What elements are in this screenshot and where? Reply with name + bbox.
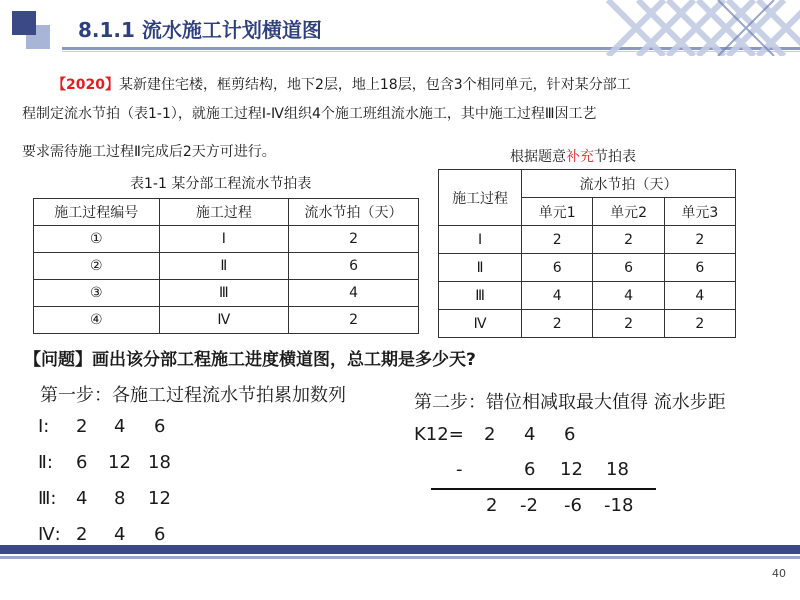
footer-line [0, 556, 800, 559]
table-cell: Ⅳ [159, 307, 289, 334]
step2-value: 6 [564, 424, 576, 445]
step2-k-label: K12= [414, 424, 464, 445]
problem-year-tag: 【2020】 [52, 77, 119, 93]
table-row [34, 226, 419, 253]
step2-result: -18 [604, 495, 634, 516]
step1-value: 6 [154, 416, 166, 437]
table-cell: 2 [522, 310, 593, 338]
table2-header-process: 施工过程 [439, 170, 522, 226]
problem-text-1: 某新建住宅楼，框剪结构，地下2层，地上18层，包含3个相同单元，针对某分部工 [118, 77, 631, 93]
table-cell: 2 [289, 307, 419, 334]
step1-value: 2 [76, 524, 88, 545]
table-cell: 6 [664, 254, 735, 282]
table1-header-cell: 施工过程 [159, 199, 289, 226]
table-cell: 2 [664, 226, 735, 254]
problem-line-2: 程制定流水节拍（表1-1），就施工过程Ⅰ-Ⅳ组织4个施工班组流水施工，其中施工过程Ⅲ因工艺 [22, 106, 597, 122]
table-row [439, 282, 736, 310]
step1-value: 12 [148, 488, 171, 509]
step2-value: 4 [524, 424, 536, 445]
step1-value: 2 [76, 416, 88, 437]
problem-line-3: 要求需待施工过程Ⅱ完成后2天方可进行。 [22, 144, 276, 160]
table-cell: 4 [593, 282, 664, 310]
step1-value: 18 [148, 452, 171, 473]
table-cell: Ⅱ [159, 253, 289, 280]
table-row [34, 253, 419, 280]
table-cell: Ⅲ [439, 282, 522, 310]
table-cell: Ⅱ [439, 254, 522, 282]
step2-value: 2 [484, 424, 496, 445]
table1-caption: 表1-1 某分部工程流水节拍表 [130, 176, 312, 192]
step2-row-2 [414, 459, 694, 483]
table2-unit-header: 单元1 [522, 198, 593, 226]
footer-bar [0, 545, 800, 554]
table2-header-group: 流水节拍（天） [522, 170, 736, 198]
step2-result-row [414, 495, 694, 519]
table2-caption-part: 根据题意 [510, 149, 566, 165]
step1-value: 4 [76, 488, 88, 509]
step2-result: -6 [564, 495, 582, 516]
step1-title: 第一步：各施工过程流水节拍累加数列 [40, 385, 346, 406]
table2-caption-highlight: 补充 [566, 149, 594, 165]
step2-result: -2 [520, 495, 538, 516]
table-cell: Ⅰ [439, 226, 522, 254]
table1-flow-beat [33, 198, 419, 334]
table-cell: 2 [593, 226, 664, 254]
question-text: 【问题】画出该分部工程施工进度横道图，总工期是多少天? [24, 350, 476, 370]
step1-row-label: Ⅱ: [38, 452, 53, 473]
step2-title: 第二步：错位相减取最大值得 流水步距 [414, 392, 726, 413]
table-row [34, 280, 419, 307]
table1-header-cell: 施工过程编号 [34, 199, 160, 226]
table-row [439, 254, 736, 282]
table-cell: 2 [664, 310, 735, 338]
table1-header-row [34, 199, 419, 226]
table-cell: ② [34, 253, 160, 280]
table-cell: 4 [289, 280, 419, 307]
step2-value: 12 [560, 459, 583, 480]
step1-value: 8 [114, 488, 126, 509]
table2-caption-part: 节拍表 [594, 149, 636, 165]
table1-header-cell: 流水节拍（天） [289, 199, 419, 226]
table-cell: 6 [593, 254, 664, 282]
step2-row-1 [414, 424, 694, 448]
table-cell: Ⅰ [159, 226, 289, 253]
step2-value: 18 [606, 459, 629, 480]
table2-unit-header: 单元3 [664, 198, 735, 226]
step2-value: 6 [524, 459, 536, 480]
table2-unit-header: 单元2 [593, 198, 664, 226]
table-cell: Ⅲ [159, 280, 289, 307]
table2-header-row [439, 170, 736, 198]
step1-row-label: Ⅰ: [38, 416, 50, 437]
table-cell: ④ [34, 307, 160, 334]
step1-value: 4 [114, 416, 126, 437]
page-title: 8.1.1 流水施工计划横道图 [78, 18, 322, 42]
step2-result: 2 [486, 495, 498, 516]
table2-caption [510, 146, 636, 166]
step1-value: 6 [154, 524, 166, 545]
subtraction-rule [431, 488, 656, 490]
table-row [439, 310, 736, 338]
table-cell: 6 [289, 253, 419, 280]
problem-line-1 [22, 76, 782, 94]
header-lattice-decoration [598, 0, 800, 56]
table-row [34, 307, 419, 334]
table2-supplemented-beat [438, 169, 736, 338]
step2-minus-sign: - [456, 459, 463, 480]
table-cell: ③ [34, 280, 160, 307]
table-cell: 2 [593, 310, 664, 338]
table-cell: ① [34, 226, 160, 253]
step1-value: 6 [76, 452, 88, 473]
table-cell: 4 [664, 282, 735, 310]
table-cell: Ⅳ [439, 310, 522, 338]
page-number: 40 [772, 567, 786, 580]
step1-row-label: Ⅲ: [38, 488, 57, 509]
table-cell: 2 [522, 226, 593, 254]
table-cell: 4 [522, 282, 593, 310]
step1-value: 12 [108, 452, 131, 473]
header-square-dark [12, 11, 36, 35]
table-cell: 2 [289, 226, 419, 253]
table-cell: 6 [522, 254, 593, 282]
step1-row-label: Ⅳ: [38, 524, 61, 545]
table-row [439, 226, 736, 254]
step1-value: 4 [114, 524, 126, 545]
